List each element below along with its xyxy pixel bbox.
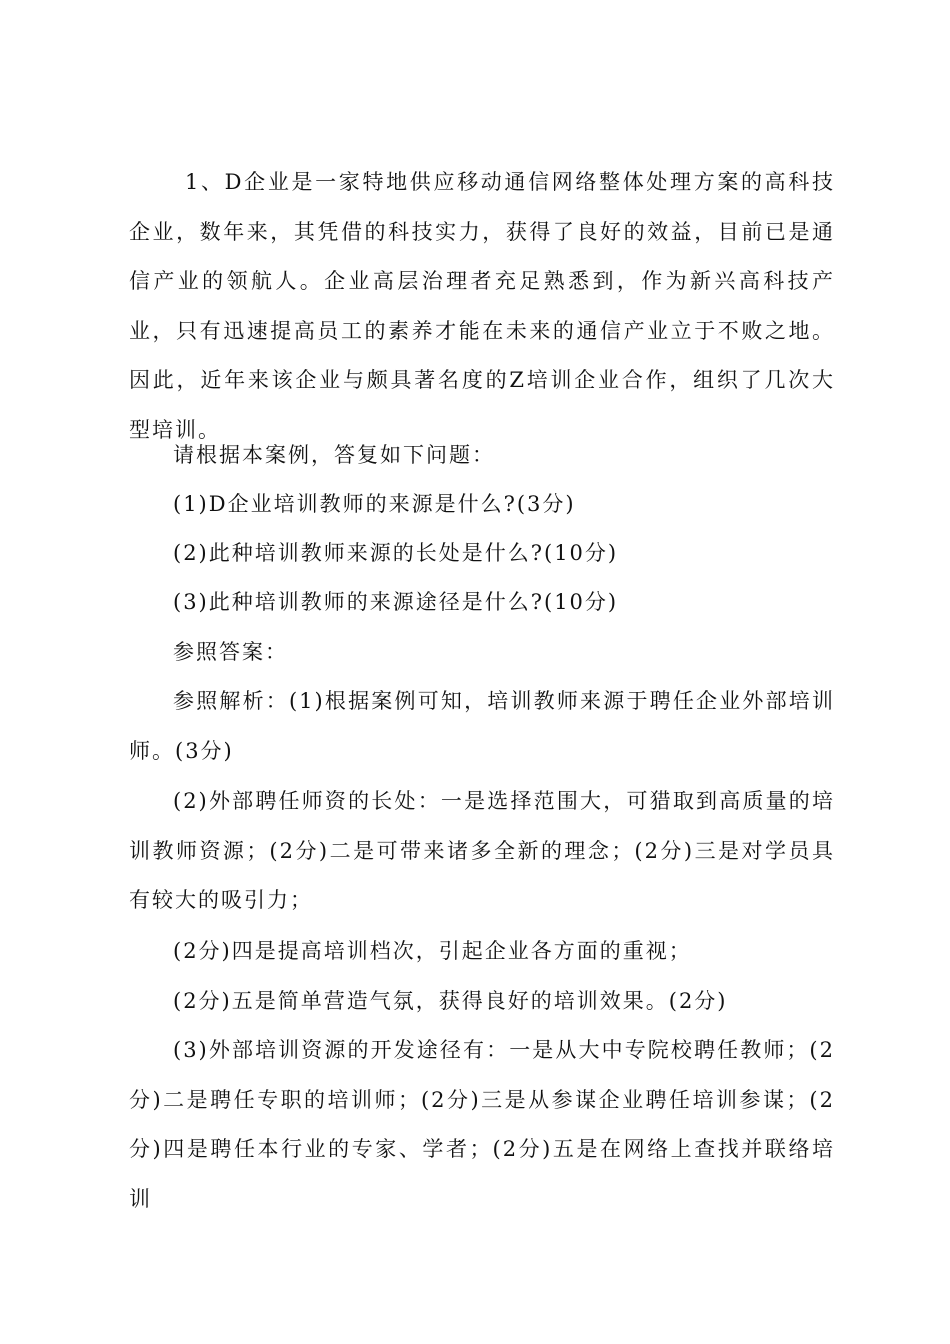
case-paragraph: 1、D企业是一家特地供应移动通信网络整体处理方案的高科技企业，数年来，其凭借的科技实力，获得了良好的效益，目前已是通信产业的领航人。企业高层治理者充足熟悉到，作为新兴高科技产业，只有迅速提高员工的素养才能在未来的通信产业立于不败之地。因此，近年来该企业与颇具著名度的Z培训企业合作，组织了几次大型培训。 [129,170,835,442]
answer-heading: 参照答案： [173,640,288,664]
answer-part-2: (2)外部聘任师资的长处：一是选择范围大，可猎取到高质量的培训教师资源；(2分)二是可带来诸多全新的理念；(2分)三是对学员具有较大的吸引力； [129,789,835,912]
answer-part-2-continued-a: (2分)四是提高培训档次，引起企业各方面的重视； [173,939,692,963]
question-3: (3)此种培训教师的来源途径是什么?(10分) [173,590,619,614]
question-2: (2)此种培训教师来源的长处是什么?(10分) [173,541,619,565]
answer-part-3: (3)外部培训资源的开发途径有：一是从大中专院校聘任教师；(2分)二是聘任专职的培训师；(2分)三是从参谋企业聘任培训参谋；(2分)四是聘任本行业的专家、学者；(2分)五是在网络上查找并联络培训 [129,1038,835,1211]
answer-part-1: 参照解析：(1)根据案例可知，培训教师来源于聘任企业外部培训师。(3分) [129,689,835,763]
question-1: (1)D企业培训教师的来源是什么?(3分) [173,492,576,516]
instruction-line: 请根据本案例，答复如下问题： [173,443,495,467]
answer-part-2-continued-b: (2分)五是简单营造气氛，获得良好的培训效果。(2分) [173,989,728,1013]
